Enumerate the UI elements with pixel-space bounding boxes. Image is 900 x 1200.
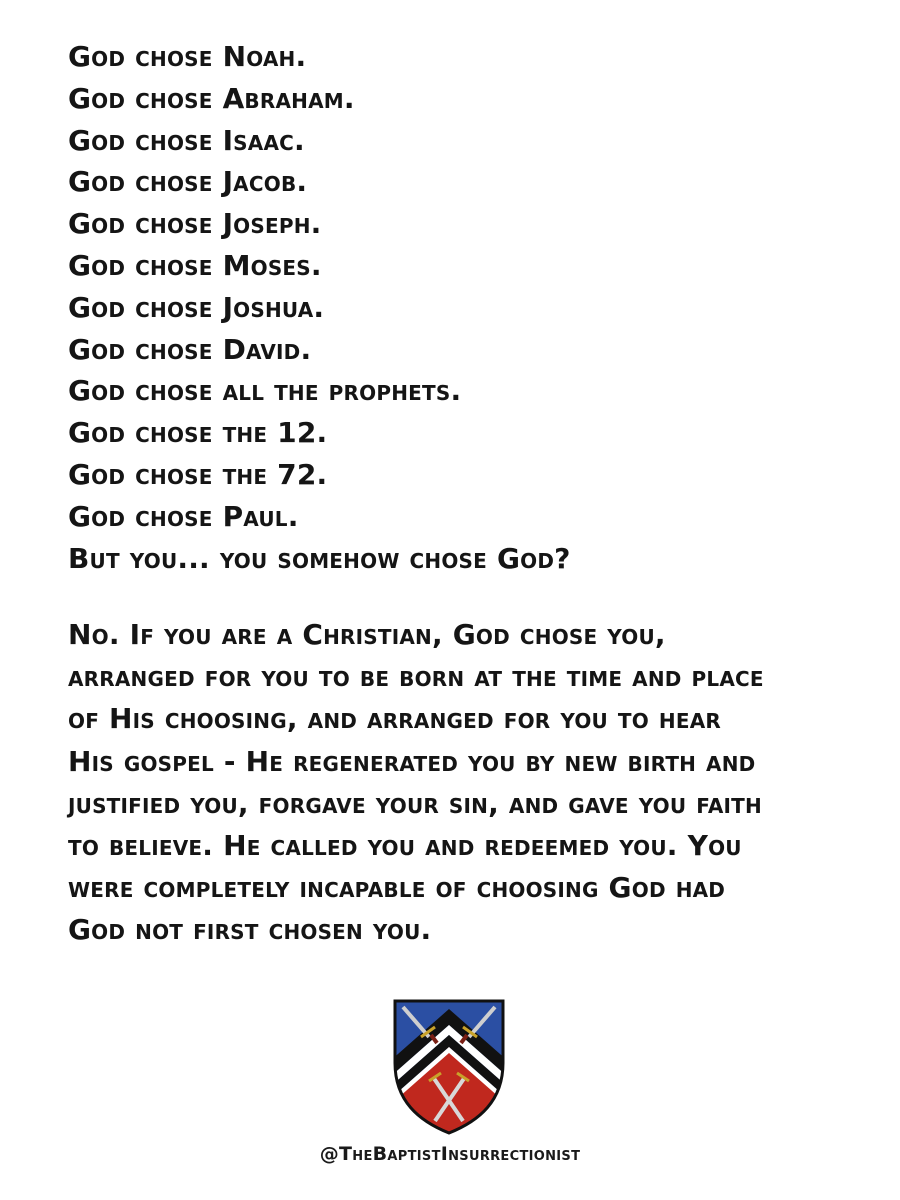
paragraph-line: of His choosing, and arranged for you to hear <box>68 702 721 736</box>
choice-line: God chose Joshua. <box>68 290 325 324</box>
paragraph-line: to believe. He called you and redeemed you. You <box>68 828 742 862</box>
choice-line: God chose the 12. <box>68 416 328 450</box>
choice-line: God chose Jacob. <box>68 165 308 199</box>
paragraph-line: arranged for you to be born at the time and place <box>68 660 764 694</box>
choice-line: God chose Paul. <box>68 499 299 533</box>
paragraph-line: were completely incapable of choosing God had <box>68 871 726 905</box>
choice-line: God chose Moses. <box>68 248 322 282</box>
question-line: But you... you somehow chose God? <box>68 541 571 575</box>
choice-line: God chose the 72. <box>68 457 328 491</box>
choices-list <box>68 36 848 579</box>
choice-line: God chose David. <box>68 332 312 366</box>
heraldic-shield-icon <box>391 997 507 1135</box>
paragraph-line: God not first chosen you. <box>68 913 432 947</box>
explanation-paragraph <box>68 614 848 952</box>
choice-line: God chose Isaac. <box>68 123 305 157</box>
social-handle: @TheBaptistInsurrectionist <box>319 1143 581 1165</box>
paragraph-line: No. If you are a Christian, God chose you, <box>68 618 666 651</box>
choice-line: God chose all the prophets. <box>68 374 462 408</box>
paragraph-line: justified you, forgave your sin, and gave you faith <box>68 786 762 820</box>
choice-line: God chose Joseph. <box>68 207 322 241</box>
choice-line: God chose Abraham. <box>68 81 355 115</box>
paragraph-line: His gospel - He regenerated you by new birth and <box>68 744 756 778</box>
choice-line: God chose Noah. <box>68 40 307 73</box>
